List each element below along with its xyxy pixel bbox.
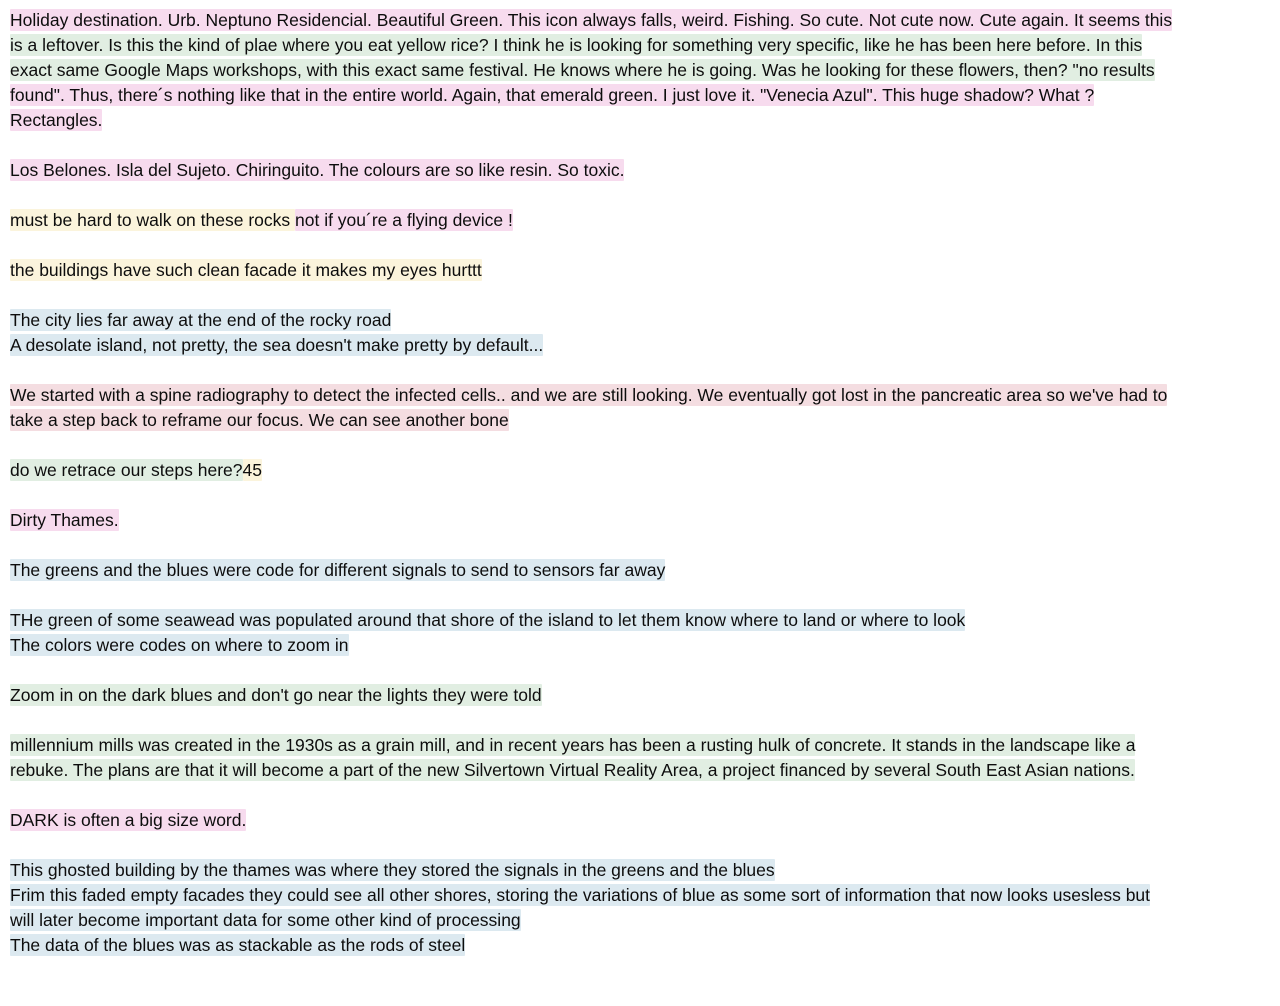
highlighted-text: must be hard to walk on these rocks	[10, 210, 295, 230]
para-spine-radiography	[10, 383, 1270, 433]
highlighted-text: the buildings have such clean facade it makes my eyes hurttt	[10, 260, 482, 280]
highlighted-text: do we retrace our steps here?	[10, 460, 243, 480]
text-line	[10, 508, 1270, 533]
text-line	[10, 408, 1270, 433]
para-millennium-mills	[10, 733, 1270, 783]
highlighted-text: The data of the blues was as stackable as the rods of steel	[10, 935, 466, 955]
text-line	[10, 908, 1270, 933]
text-line	[10, 558, 1270, 583]
highlighted-text: Holiday destination. Urb. Neptuno Residencial. Beautiful Green. This icon always falls, weird. Fishing. So cute. Not cute now. Cute again. It seems this	[10, 10, 1173, 30]
text-line	[10, 8, 1270, 33]
text-line	[10, 758, 1270, 783]
text-line	[10, 858, 1270, 883]
highlighted-text: Zoom in on the dark blues and don't go near the lights they were told	[10, 685, 542, 705]
highlighted-text: THe green of some seawead was populated around that shore of the island to let them know where to land or where to look	[10, 610, 966, 630]
highlighted-text: Frim this faded empty facades they could see all other shores, storing the variations of blue as some sort of information that now looks usesless but	[10, 885, 1151, 905]
highlighted-text: The city lies far away at the end of the rocky road	[10, 310, 392, 330]
highlighted-text: is a leftover. Is this the kind of plae where you eat yellow rice? I think he is looking for something very specific, like he has been here before. In this	[10, 35, 1143, 55]
para-retrace	[10, 458, 1270, 483]
text-line	[10, 158, 1270, 183]
highlighted-text: 45	[242, 460, 262, 480]
para-los-belones	[10, 158, 1270, 183]
text-line	[10, 933, 1270, 958]
text-line	[10, 683, 1270, 708]
para-rocks	[10, 208, 1270, 233]
highlighted-text: The colors were codes on where to zoom in	[10, 635, 349, 655]
highlighted-text: We started with a spine radiography to detect the infected cells.. and we are still looking. We eventually got lost in the pancreatic area so we've had to	[10, 385, 1168, 405]
text-line	[10, 83, 1270, 108]
text-line	[10, 208, 1270, 233]
highlighted-text: A desolate island, not pretty, the sea doesn't make pretty by default...	[10, 335, 544, 355]
para-dark-big-size-word	[10, 808, 1270, 833]
paragraph-spacer	[10, 783, 1270, 808]
text-line	[10, 633, 1270, 658]
highlighted-text: The greens and the blues were code for different signals to send to sensors far away	[10, 560, 666, 580]
highlighted-text: not if you´re a flying device !	[295, 210, 513, 230]
text-line	[10, 883, 1270, 908]
highlighted-text: exact same Google Maps workshops, with this exact same festival. He knows where he is going. Was he looking for these flowers, then? "no results	[10, 60, 1155, 80]
text-line	[10, 308, 1270, 333]
para-greens-blues-code	[10, 558, 1270, 583]
highlighted-text: This ghosted building by the thames was where they stored the signals in the greens and the blues	[10, 860, 775, 880]
para-city-lies	[10, 308, 1270, 358]
para-holiday-destination	[10, 8, 1270, 133]
text-line	[10, 33, 1270, 58]
paragraph-spacer	[10, 833, 1270, 858]
text-line	[10, 608, 1270, 633]
highlighted-text: DARK is often a big size word.	[10, 810, 247, 830]
text-line	[10, 108, 1270, 133]
highlighted-text: rebuke. The plans are that it will become a part of the new Silvertown Virtual Reality Area, a project financed by several South East Asian nations.	[10, 760, 1135, 780]
text-line	[10, 333, 1270, 358]
text-line	[10, 458, 1270, 483]
highlighted-text: Los Belones. Isla del Sujeto. Chiringuito. The colours are so like resin. So toxic.	[10, 160, 625, 180]
text-line	[10, 808, 1270, 833]
para-zoom-dark-blues	[10, 683, 1270, 708]
highlighted-text: Dirty Thames.	[10, 510, 119, 530]
highlighted-text: millennium mills was created in the 1930s as a grain mill, and in recent years has been a rusting hulk of concrete. It stands in the landscape like a	[10, 735, 1136, 755]
highlighted-text: Rectangles.	[10, 110, 103, 130]
highlighted-text: will later become important data for some other kind of processing	[10, 910, 521, 930]
para-facade	[10, 258, 1270, 283]
text-line	[10, 733, 1270, 758]
para-dirty-thames	[10, 508, 1270, 533]
highlighted-text: take a step back to reframe our focus. We can see another bone	[10, 410, 509, 430]
para-ghosted-building	[10, 858, 1270, 958]
para-seawead	[10, 608, 1270, 658]
text-line	[10, 383, 1270, 408]
text-line	[10, 258, 1270, 283]
highlighted-text: found". Thus, there´s nothing like that in the entire world. Again, that emerald green. I just love it. "Venecia Azul". This huge shadow? What ?	[10, 85, 1095, 105]
text-line	[10, 58, 1270, 83]
